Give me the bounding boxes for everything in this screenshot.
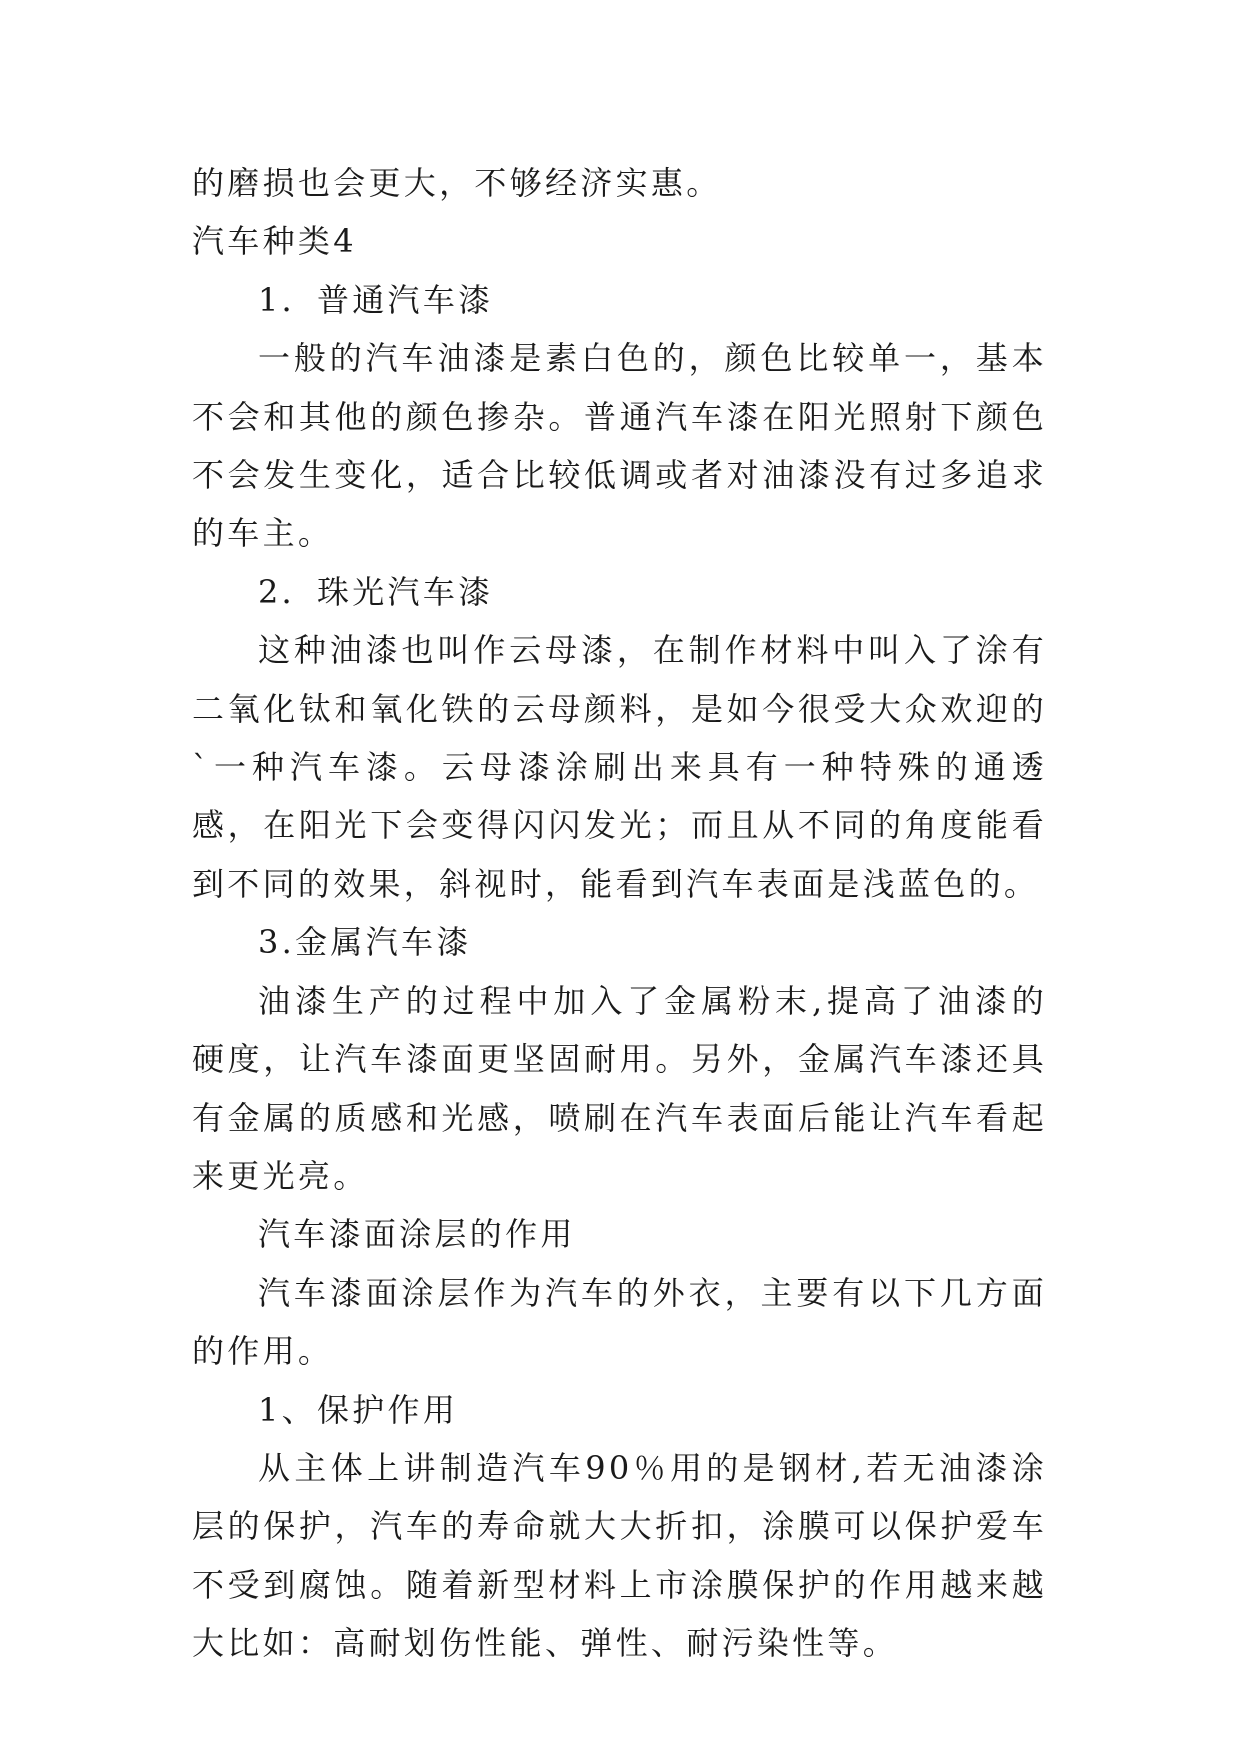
- subheading-pearl-paint: 2．珠光汽车漆: [258, 572, 494, 611]
- body-text: [192, 154, 1047, 1673]
- paragraph-pearl-paint: 这种油漆也叫作云母漆，在制作材料中叫入了涂有二氧化钛和氧化铁的云母颜料，是如今很受大众欢迎的`一种汽车漆。云母漆涂刷出来具有一种特殊的通透感，在阳光下会变得闪闪发光；而且从不同的角度能看到不同的效果，斜视时，能看到汽车表面是浅蓝色的。: [192, 631, 1047, 903]
- paragraph-protection: 从主体上讲制造汽车90％用的是钢材,若无油漆涂层的保护，汽车的寿命就大大折扣，涂膜可以保护爱车不受到腐蚀。随着新型材料上市涂膜保护的作用越来越大比如：高耐划伤性能、弹性、耐污染性等。: [192, 1448, 1047, 1663]
- paragraph-continuation: 的磨损也会更大，不够经济实惠。: [192, 164, 722, 202]
- paragraph-regular-paint: 一般的汽车油漆是素白色的，颜色比较单一，基本不会和其他的颜色掺杂。普通汽车漆在阳光照射下颜色不会发生变化，适合比较低调或者对油漆没有过多追求的车主。: [192, 339, 1047, 553]
- section-heading-coating-function: 汽车漆面涂层的作用: [258, 1215, 576, 1254]
- subheading-metallic-paint: 3.金属汽车漆: [258, 923, 472, 962]
- subheading-protection: 1、保护作用: [258, 1390, 459, 1429]
- section-heading-car-types: 汽车种类4: [192, 222, 357, 261]
- paragraph-coating-intro: 汽车漆面涂层作为汽车的外衣，主要有以下几方面的作用。: [192, 1273, 1047, 1371]
- paragraph-metallic-paint: 油漆生产的过程中加入了金属粉末,提高了油漆的硬度，让汽车漆面更坚固耐用。另外，金属汽车漆还具有金属的质感和光感，喷刷在汽车表面后能让汽车看起来更光亮。: [192, 981, 1047, 1195]
- subheading-regular-paint: 1．普通汽车漆: [258, 280, 494, 319]
